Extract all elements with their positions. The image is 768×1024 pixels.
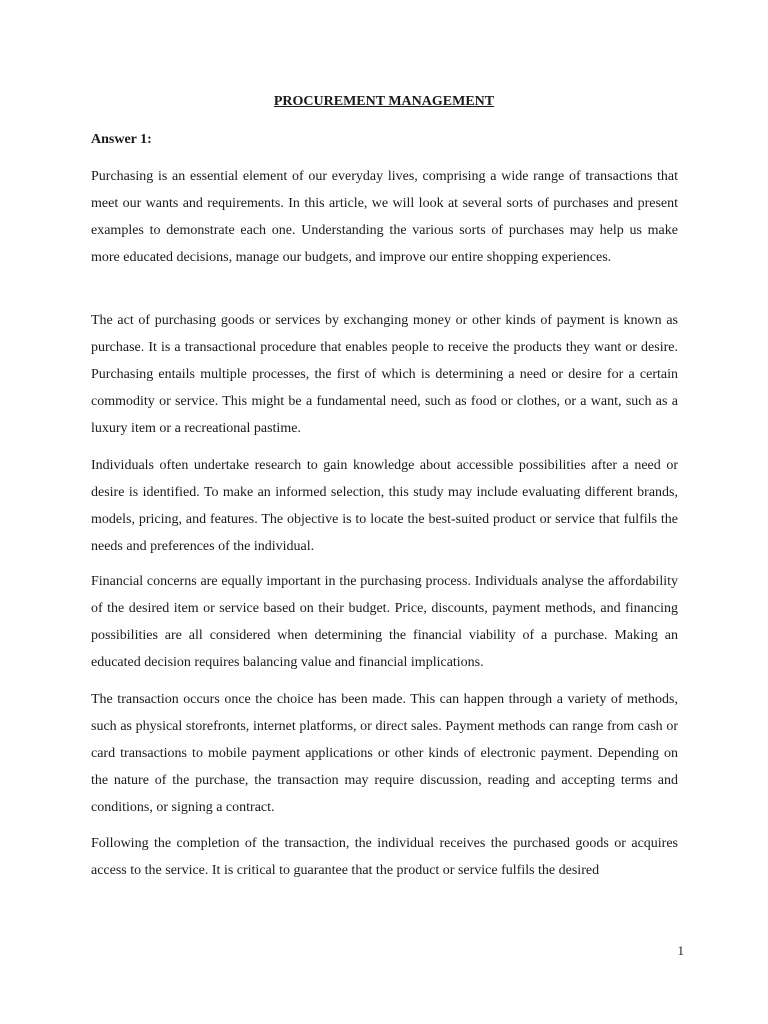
paragraph-6: Following the completion of the transaction, the individual receives the purchased goods or acquires access to the service. It is critical to guarantee that the product or service fulfils the desired xyxy=(91,836,678,878)
paragraph-1: Purchasing is an essential element of our everyday lives, comprising a wide range of transactions that meet our wants and requirements. In this article, we will look at several sorts of purchases and present examples to demonstrate each one. Understanding the various sorts of purchases may help us make more educated decisions, manage our budgets, and improve our entire shopping experiences. xyxy=(91,169,678,265)
paragraph-3: Individuals often undertake research to gain knowledge about accessible possibilities after a need or desire is identified. To make an informed selection, this study may include evaluating different brands, models, pricing, and features. The objective is to locate the best-suited product or service that fulfils the needs and preferences of the individual. xyxy=(91,458,678,554)
paragraph-5: The transaction occurs once the choice has been made. This can happen through a variety of methods, such as physical storefronts, internet platforms, or direct sales. Payment methods can range from cash or card transactions to mobile payment applications or other kinds of electronic payment. Depending on the nature of the purchase, the transaction may require discussion, reading and accepting terms and conditions, or signing a contract. xyxy=(91,692,678,815)
section-heading: Answer 1: xyxy=(91,132,152,147)
paragraph-2: The act of purchasing goods or services by exchanging money or other kinds of payment is known as purchase. It is a transactional procedure that enables people to receive the products they want or desire. Purchasing entails multiple processes, the first of which is determining a need or desire for a certain commodity or service. This might be a fundamental need, such as food or clothes, or a want, such as a luxury item or a recreational pastime. xyxy=(91,313,678,436)
document-title: PROCUREMENT MANAGEMENT xyxy=(273,94,495,109)
paragraph-4: Financial concerns are equally important in the purchasing process. Individuals analyse the affordability of the desired item or service based on their budget. Price, discounts, payment methods, and financing possibilities are all considered when determining the financial viability of a purchase. Making an educated decision requires balancing value and financial implications. xyxy=(91,574,678,670)
page-number: 1 xyxy=(677,943,684,958)
